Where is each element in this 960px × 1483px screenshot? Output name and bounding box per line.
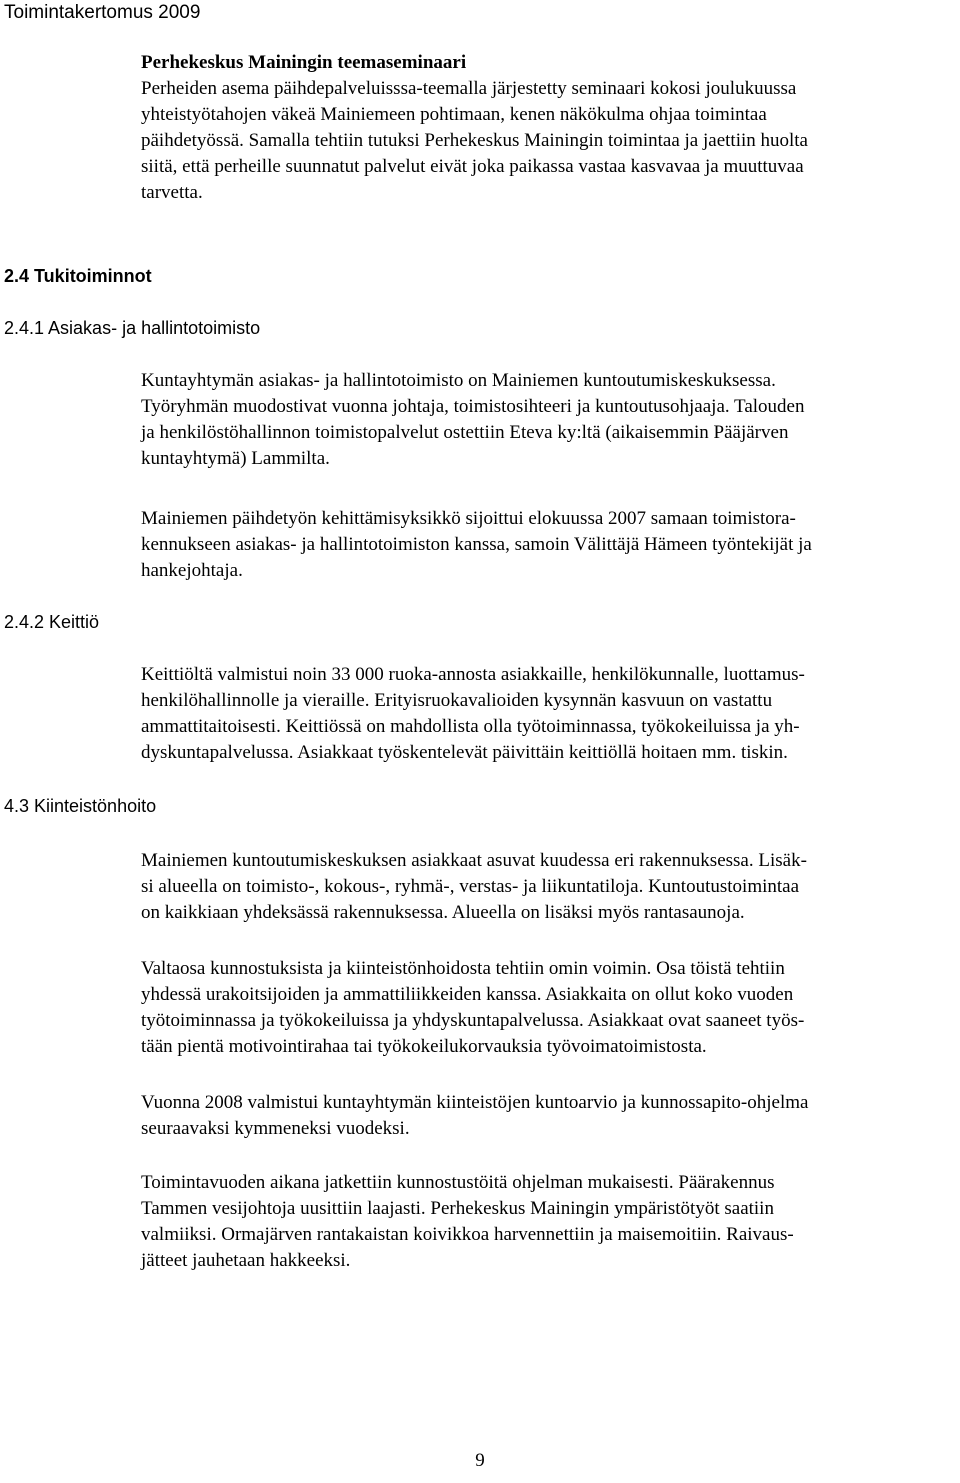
seminar-line: siitä, että perheille suunnatut palvelut eivät joka paikassa vastaa kasvavaa ja muuttuvaa xyxy=(141,156,804,177)
office-line: hankejohtaja. xyxy=(141,560,243,581)
property-line: Tammen vesijohtoja uusittiin laajasti. Perhekeskus Mainingin ympäristötyöt saatiin xyxy=(141,1198,774,1219)
property-line: Toimintavuoden aikana jatkettiin kunnostustöitä ohjelman mukaisesti. Päärakennus xyxy=(141,1172,775,1193)
property-line: tään pientä motivointirahaa tai työkokeilukorvauksia työvoimatoimistosta. xyxy=(141,1036,707,1057)
property-line: Mainiemen kuntoutumiskeskuksen asiakkaat asuvat kuudessa eri rakennuksessa. Lisäk- xyxy=(141,850,807,871)
seminar-line: yhteistyötahojen väkeä Mainiemeen pohtimaan, kenen näkökulma ohjaa toimintaa xyxy=(141,104,767,125)
heading-2-4-1: 2.4.1 Asiakas- ja hallintotoimisto xyxy=(4,318,261,338)
kitchen-line: dyskuntapalvelussa. Asiakkaat työskentelevät päivittäin keittiöllä hoitaen mm. tiskin. xyxy=(141,742,788,763)
seminar-line: päihdetyössä. Samalla tehtiin tutuksi Perhekeskus Mainingin toimintaa ja jaettiin huolta xyxy=(141,130,808,151)
heading-4-3: 4.3 Kiinteistönhoito xyxy=(4,796,157,816)
property-line: si alueella on toimisto-, kokous-, ryhmä-, verstas- ja liikuntatiloja. Kuntoutustoimintaa xyxy=(141,876,800,897)
kitchen-line: henkilöhallinnolle ja vieraille. Erityisruokavalioiden kysynnän kasvuun on vastattu xyxy=(141,690,773,711)
seminar-line: Perheiden asema päihdepalveluisssa-teemalla järjestetty seminaari kokosi joulukuussa xyxy=(141,78,797,99)
running-header: Toimintakertomus 2009 xyxy=(4,2,201,23)
property-line: työtoiminnassa ja työkokeiluissa ja yhdyskuntapalvelussa. Asiakkaat ovat saaneet työs- xyxy=(141,1010,805,1031)
kitchen-line: ammattitaitoisesti. Keittiössä on mahdollista olla työtoiminnassa, työkokeiluissa ja yh- xyxy=(141,716,800,737)
property-line: valmiiksi. Ormajärven rantakaistan koivikkoa harvennettiin ja maisemoitiin. Raivaus- xyxy=(141,1224,794,1245)
property-line: jätteet jauhetaan hakkeeksi. xyxy=(141,1250,351,1271)
property-line: Vuonna 2008 valmistui kuntayhtymän kiinteistöjen kuntoarvio ja kunnossapito-ohjelma xyxy=(141,1092,809,1113)
property-line: on kaikkiaan yhdeksässä rakennuksessa. Alueella on lisäksi myös rantasaunoja. xyxy=(141,902,745,923)
kitchen-line: Keittiöltä valmistui noin 33 000 ruoka-annosta asiakkaille, henkilökunnalle, luottamus- xyxy=(141,664,805,685)
page-number: 9 xyxy=(475,1450,485,1471)
office-line: Mainiemen päihdetyön kehittämisyksikkö sijoittui elokuussa 2007 samaan toimistora- xyxy=(141,508,796,529)
property-line: yhdessä urakoitsijoiden ja ammattiliikkeiden kanssa. Asiakkaita on ollut koko vuoden xyxy=(141,984,794,1005)
heading-2-4-2: 2.4.2 Keittiö xyxy=(4,612,100,632)
seminar-title: Perhekeskus Mainingin teemaseminaari xyxy=(141,52,467,73)
office-line: kennukseen asiakas- ja hallintotoimiston kanssa, samoin Välittäjä Hämeen työntekijät ja xyxy=(141,534,812,555)
property-line: Valtaosa kunnostuksista ja kiinteistönhoidosta tehtiin omin voimin. Osa töistä tehtiin xyxy=(141,958,785,979)
seminar-line: tarvetta. xyxy=(141,182,203,203)
office-line: kuntayhtymä) Lammilta. xyxy=(141,448,330,469)
property-line: seuraavaksi kymmeneksi vuodeksi. xyxy=(141,1118,410,1139)
office-line: ja henkilöstöhallinnon toimistopalvelut ostettiin Eteva ky:ltä (aikaisemmin Pääjärven xyxy=(141,422,789,443)
office-line: Työryhmän muodostivat vuonna johtaja, toimistosihteeri ja kuntoutusohjaaja. Talouden xyxy=(141,396,805,417)
office-line: Kuntayhtymän asiakas- ja hallintotoimisto on Mainiemen kuntoutumiskeskuksessa. xyxy=(141,370,776,391)
heading-2-4: 2.4 Tukitoiminnot xyxy=(4,266,152,286)
